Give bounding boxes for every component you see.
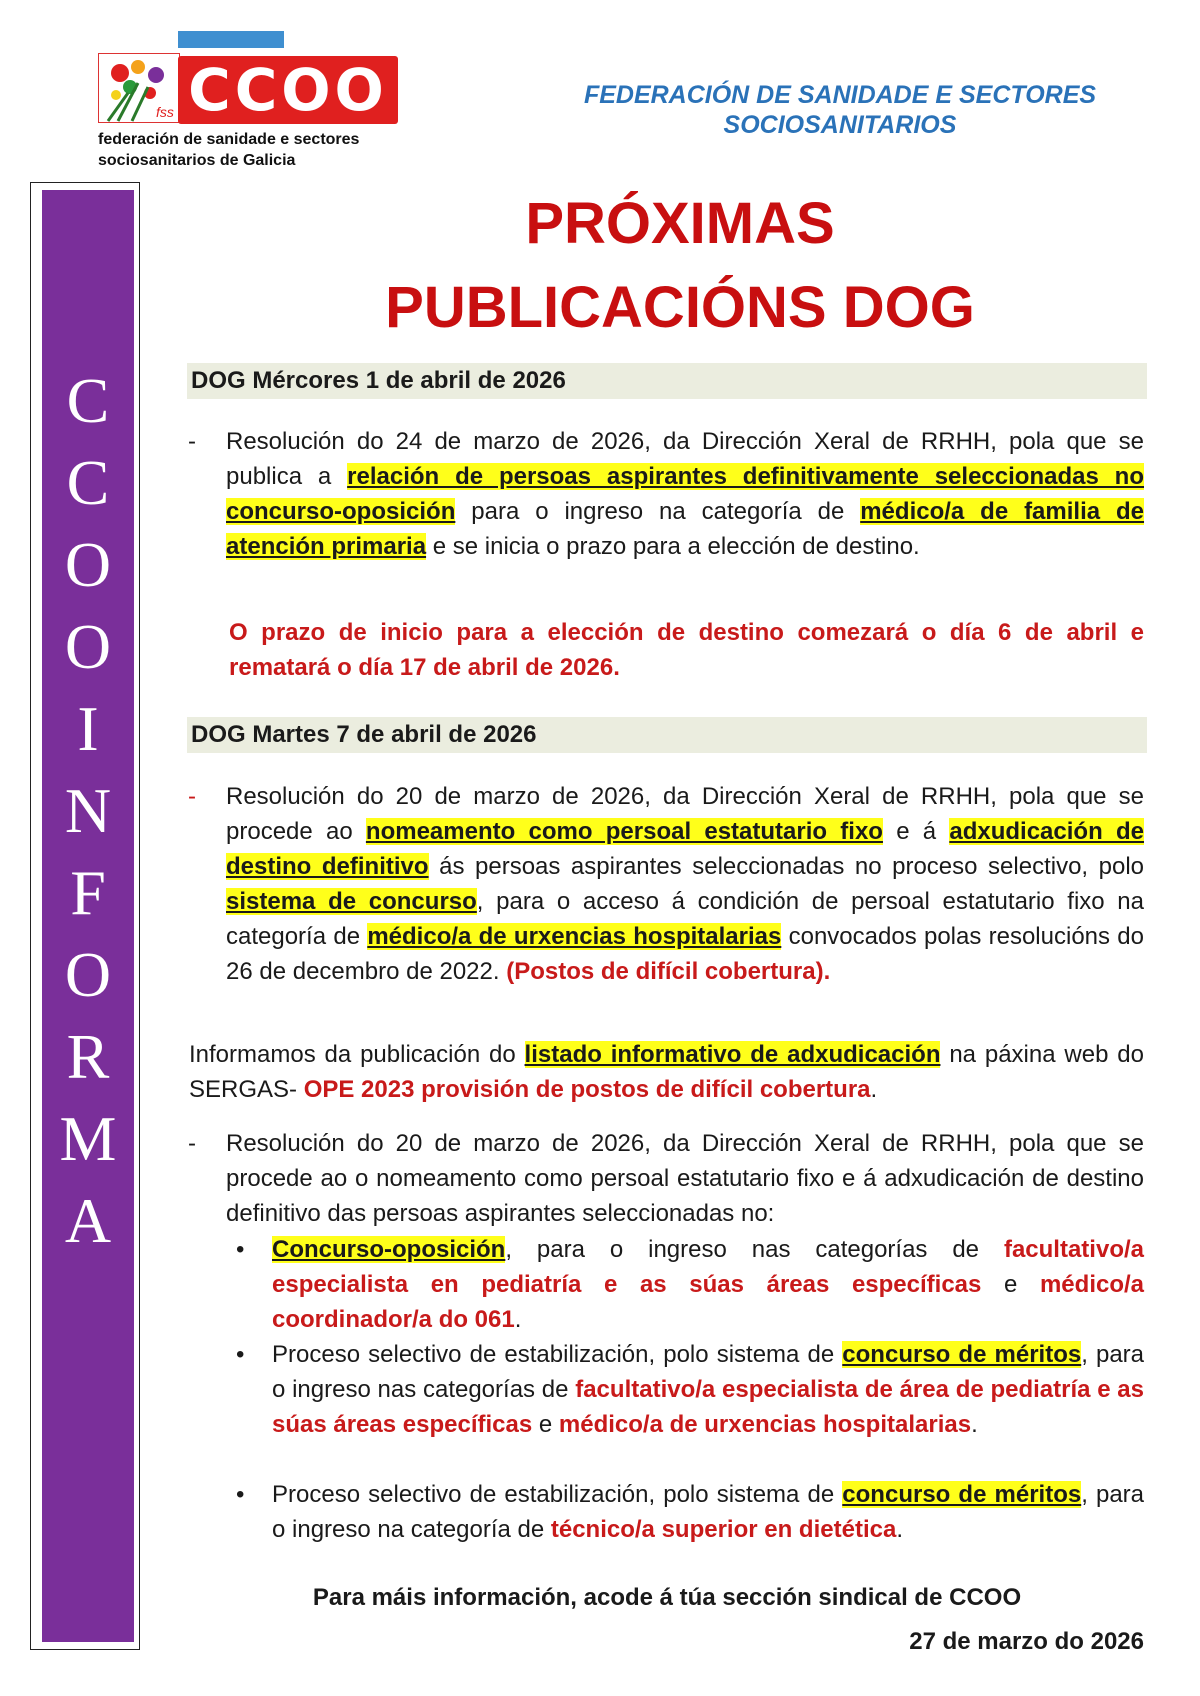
sidebar-letter: C	[66, 447, 110, 518]
bullet-icon: •	[236, 1341, 245, 1368]
list-item: Concurso-oposición, para o ingreso nas categorías de facultativo/a especialista en pediatría e as súas áreas específicas e médico/a coordinador/a do 061.	[272, 1236, 1145, 1333]
ccoo-logo: CCOO	[178, 56, 398, 124]
sergas-link[interactable]: OPE 2023 provisión de postos de difícil cobertura	[303, 1076, 871, 1103]
page-title: PRÓXIMAS PUBLICACIÓNS DOG	[385, 191, 975, 340]
sidebar-vertical-text	[42, 360, 134, 1262]
sidebar-letter: O	[64, 939, 112, 1010]
sidebar-letter: R	[66, 1021, 110, 1092]
federation-header: FEDERACIÓN DE SANIDADE E SECTORES SOCIOSANITARIOS	[583, 81, 1097, 139]
list-dash: -	[188, 428, 196, 455]
footer-date: 27 de marzo do 2026	[909, 1628, 1144, 1655]
deadline-notice: O prazo de inicio para a elección de destino comezará o día 6 de abril e rematará o día 17 de abril de 2026.	[229, 619, 1144, 681]
list-item: Proceso selectivo de estabilización, polo sistema de concurso de méritos, para o ingreso nas categorías de facultativo/a especialista de área de pediatría e as súas áreas específicas e médico/a de urxencias hospitalarias.	[272, 1341, 1145, 1438]
paragraph: Resolución do 24 de marzo de 2026, da Dirección Xeral de RRHH, pola que se publica a relación de persoas aspirantes definitivamente seleccionadas no concurso-oposición para o ingreso na categoría de médico/a de familia de atención primaria e se inicia o prazo para a elección de destino.	[226, 428, 1145, 560]
info-paragraph: Informamos da publicación do listado informativo de adxudicación na páxina web do SERGAS- OPE 2023 provisión de postos de difícil cobertura.	[189, 1041, 1144, 1103]
bullet-icon: •	[236, 1236, 245, 1263]
logo-top-bar	[178, 31, 284, 48]
section-header: DOG Martes 7 de abril de 2026	[187, 717, 1147, 753]
svg-text:fss: fss	[156, 104, 174, 120]
fss-logo-icon	[98, 53, 180, 123]
logo-subtitle: federación de sanidade e sectores sociosanitarios de Galicia	[98, 131, 360, 169]
sidebar-letter: O	[64, 529, 112, 600]
sidebar-letter: C	[66, 365, 110, 436]
paragraph: Resolución do 20 de marzo de 2026, da Dirección Xeral de RRHH, pola que se procede ao o nomeamento como persoal estatutario fixo e á adxudicación de destino definitivo das persoas aspirantes seleccionadas no:	[226, 1130, 1144, 1227]
footer-info: Para máis información, acode á túa sección sindical de CCOO	[312, 1584, 1022, 1611]
bullet-icon: •	[236, 1481, 245, 1508]
sidebar-letter: N	[64, 775, 112, 846]
sidebar-letter: M	[59, 1103, 117, 1174]
sidebar-letter: O	[64, 611, 112, 682]
sidebar-letter: F	[70, 857, 106, 928]
sidebar-letter: I	[77, 693, 99, 764]
sidebar-letter: A	[64, 1185, 112, 1256]
list-dash: -	[188, 1130, 196, 1157]
list-item: Proceso selectivo de estabilización, polo sistema de concurso de méritos, para o ingreso na categoría de técnico/a superior en dietética.	[272, 1481, 1145, 1543]
paragraph: Resolución do 20 de marzo de 2026, da Dirección Xeral de RRHH, pola que se procede ao nomeamento como persoal estatutario fixo e á adxudicación de destino definitivo ás persoas aspirantes seleccionadas no proceso selectivo, polo sistema de concurso, para o acceso á condición de persoal estatutario fixo na categoría de médico/a de urxencias hospitalarias convocados polas resolucións do 26 de decembro de 2022. (Postos de difícil cobertura).	[226, 783, 1145, 985]
section-header: DOG Mércores 1 de abril de 2026	[187, 363, 1147, 399]
list-dash: -	[188, 783, 196, 810]
